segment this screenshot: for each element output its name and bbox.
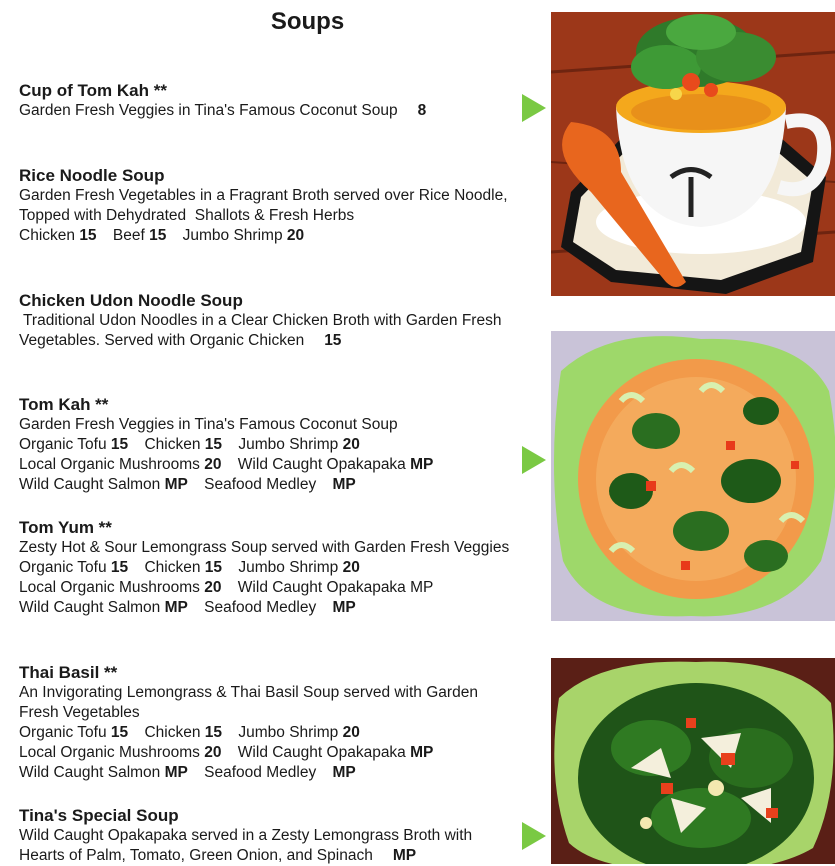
option-label: Jumbo Shrimp <box>238 436 339 453</box>
item-description-2: Vegetables. Served with Organic Chicken <box>19 332 305 349</box>
item-description-2: Topped with Dehydrated Shallots & Fresh Herbs <box>19 207 355 224</box>
option-price: 15 <box>79 227 97 244</box>
option-label: Jumbo Shrimp <box>182 227 283 244</box>
item-price: 15 <box>324 332 342 349</box>
option-price: 20 <box>342 724 360 741</box>
item-name: Chicken Udon Noodle Soup <box>19 291 243 310</box>
option-price: 15 <box>149 227 167 244</box>
option-label: Chicken <box>144 724 201 741</box>
item-options-row-3 <box>19 763 529 783</box>
option-price: 20 <box>204 456 222 473</box>
item-options-row-3 <box>19 475 529 495</box>
option-label: Jumbo Shrimp <box>238 559 339 576</box>
option-label: Wild Caught Opakapaka <box>237 744 406 761</box>
item-description-line-2 <box>19 846 529 866</box>
item-options-row-3 <box>19 598 529 618</box>
option-price: 20 <box>342 559 360 576</box>
option-label: Wild Caught Salmon <box>19 764 161 781</box>
soup-bowl-photo <box>551 331 835 621</box>
menu-item-chicken-udon-noodle-soup <box>19 290 529 351</box>
item-description: Traditional Udon Noodles in a Clear Chicken Broth with Garden Fresh <box>19 312 502 329</box>
option-label: Jumbo Shrimp <box>238 724 339 741</box>
option-price: 15 <box>110 559 129 576</box>
option-price: 20 <box>342 436 360 453</box>
item-name: Thai Basil ** <box>19 663 118 682</box>
option-label: Local Organic Mushrooms <box>19 744 200 761</box>
option-label: Seafood Medley <box>204 764 317 781</box>
arrow-icon <box>522 822 546 850</box>
menu-item-cup-of-tom-kah <box>19 80 529 121</box>
option-price: MP <box>332 764 356 781</box>
menu-item-tom-yum <box>19 517 529 618</box>
option-price: MP <box>164 764 188 781</box>
item-options-row-2 <box>19 455 529 475</box>
option-price: 15 <box>204 559 223 576</box>
option-label: Wild Caught Opakapaka <box>237 456 406 473</box>
page-title: Soups <box>270 8 345 35</box>
menu-item-thai-basil <box>19 662 529 783</box>
basil-soup-illustration <box>551 658 835 864</box>
item-options-row-2 <box>19 743 529 763</box>
menu-item-rice-noodle-soup <box>19 165 529 246</box>
item-description: Garden Fresh Vegetables in a Fragrant Broth served over Rice Noodle, <box>19 187 508 204</box>
arrow-icon <box>522 94 546 122</box>
item-name: Cup of Tom Kah ** <box>19 81 167 100</box>
item-options-row-1 <box>19 558 529 578</box>
item-options-row-1 <box>19 723 529 743</box>
arrow-icon <box>522 446 546 474</box>
option-label: Organic Tofu <box>19 559 107 576</box>
menu-item-tinas-special-soup <box>19 805 529 866</box>
soup-bowl-illustration <box>551 331 835 621</box>
item-name: Rice Noodle Soup <box>19 166 165 185</box>
option-label: Local Organic Mushrooms <box>19 579 200 596</box>
option-price: MP <box>410 744 434 761</box>
item-description: Garden Fresh Veggies in Tina's Famous Coconut Soup <box>19 102 398 119</box>
item-options-row <box>19 226 529 246</box>
item-description-2: Fresh Vegetables <box>19 704 140 721</box>
soup-cup-photo <box>551 12 835 296</box>
option-label: Wild Caught Salmon <box>19 599 161 616</box>
option-price: MP <box>332 599 356 616</box>
item-description: An Invigorating Lemongrass & Thai Basil Soup served with Garden <box>19 684 478 701</box>
item-description: Zesty Hot & Sour Lemongrass Soup served with Garden Fresh Veggies <box>19 539 510 556</box>
option-price: 20 <box>204 579 222 596</box>
option-price: 15 <box>110 436 129 453</box>
item-options-row-2 <box>19 578 529 598</box>
item-description: Garden Fresh Veggies in Tina's Famous Coconut Soup <box>19 416 398 433</box>
option-label: Wild Caught Opakapaka <box>237 579 406 596</box>
item-price: MP <box>392 847 417 864</box>
option-price: MP <box>164 599 188 616</box>
option-label: Chicken <box>144 436 201 453</box>
option-price: MP <box>164 476 188 493</box>
option-price: 15 <box>204 436 223 453</box>
option-price: MP <box>410 456 434 473</box>
option-label: Organic Tofu <box>19 436 107 453</box>
option-label: Local Organic Mushrooms <box>19 456 200 473</box>
option-label: Chicken <box>19 227 75 244</box>
option-price: 20 <box>204 744 222 761</box>
option-price: MP <box>410 579 434 596</box>
option-price: 15 <box>204 724 223 741</box>
option-price: MP <box>332 476 356 493</box>
item-description-line <box>19 101 529 121</box>
item-options-row-1 <box>19 435 529 455</box>
soup-cup-illustration <box>551 12 835 296</box>
item-name: Tom Yum ** <box>19 518 112 537</box>
menu-item-tom-kah <box>19 394 529 495</box>
item-description: Wild Caught Opakapaka served in a Zesty Lemongrass Broth with <box>19 827 473 844</box>
item-description-2: Hearts of Palm, Tomato, Green Onion, and Spinach <box>19 847 373 864</box>
option-label: Wild Caught Salmon <box>19 476 161 493</box>
option-price: 20 <box>286 227 305 244</box>
option-label: Chicken <box>144 559 201 576</box>
option-label: Organic Tofu <box>19 724 107 741</box>
item-description-line-2 <box>19 331 529 351</box>
option-price: 15 <box>110 724 129 741</box>
option-label: Seafood Medley <box>204 599 317 616</box>
option-label: Seafood Medley <box>204 476 317 493</box>
item-price: 8 <box>417 102 427 119</box>
item-name: Tina's Special Soup <box>19 806 179 825</box>
basil-soup-photo <box>551 658 835 864</box>
option-label: Beef <box>112 227 145 244</box>
item-name: Tom Kah ** <box>19 395 109 414</box>
